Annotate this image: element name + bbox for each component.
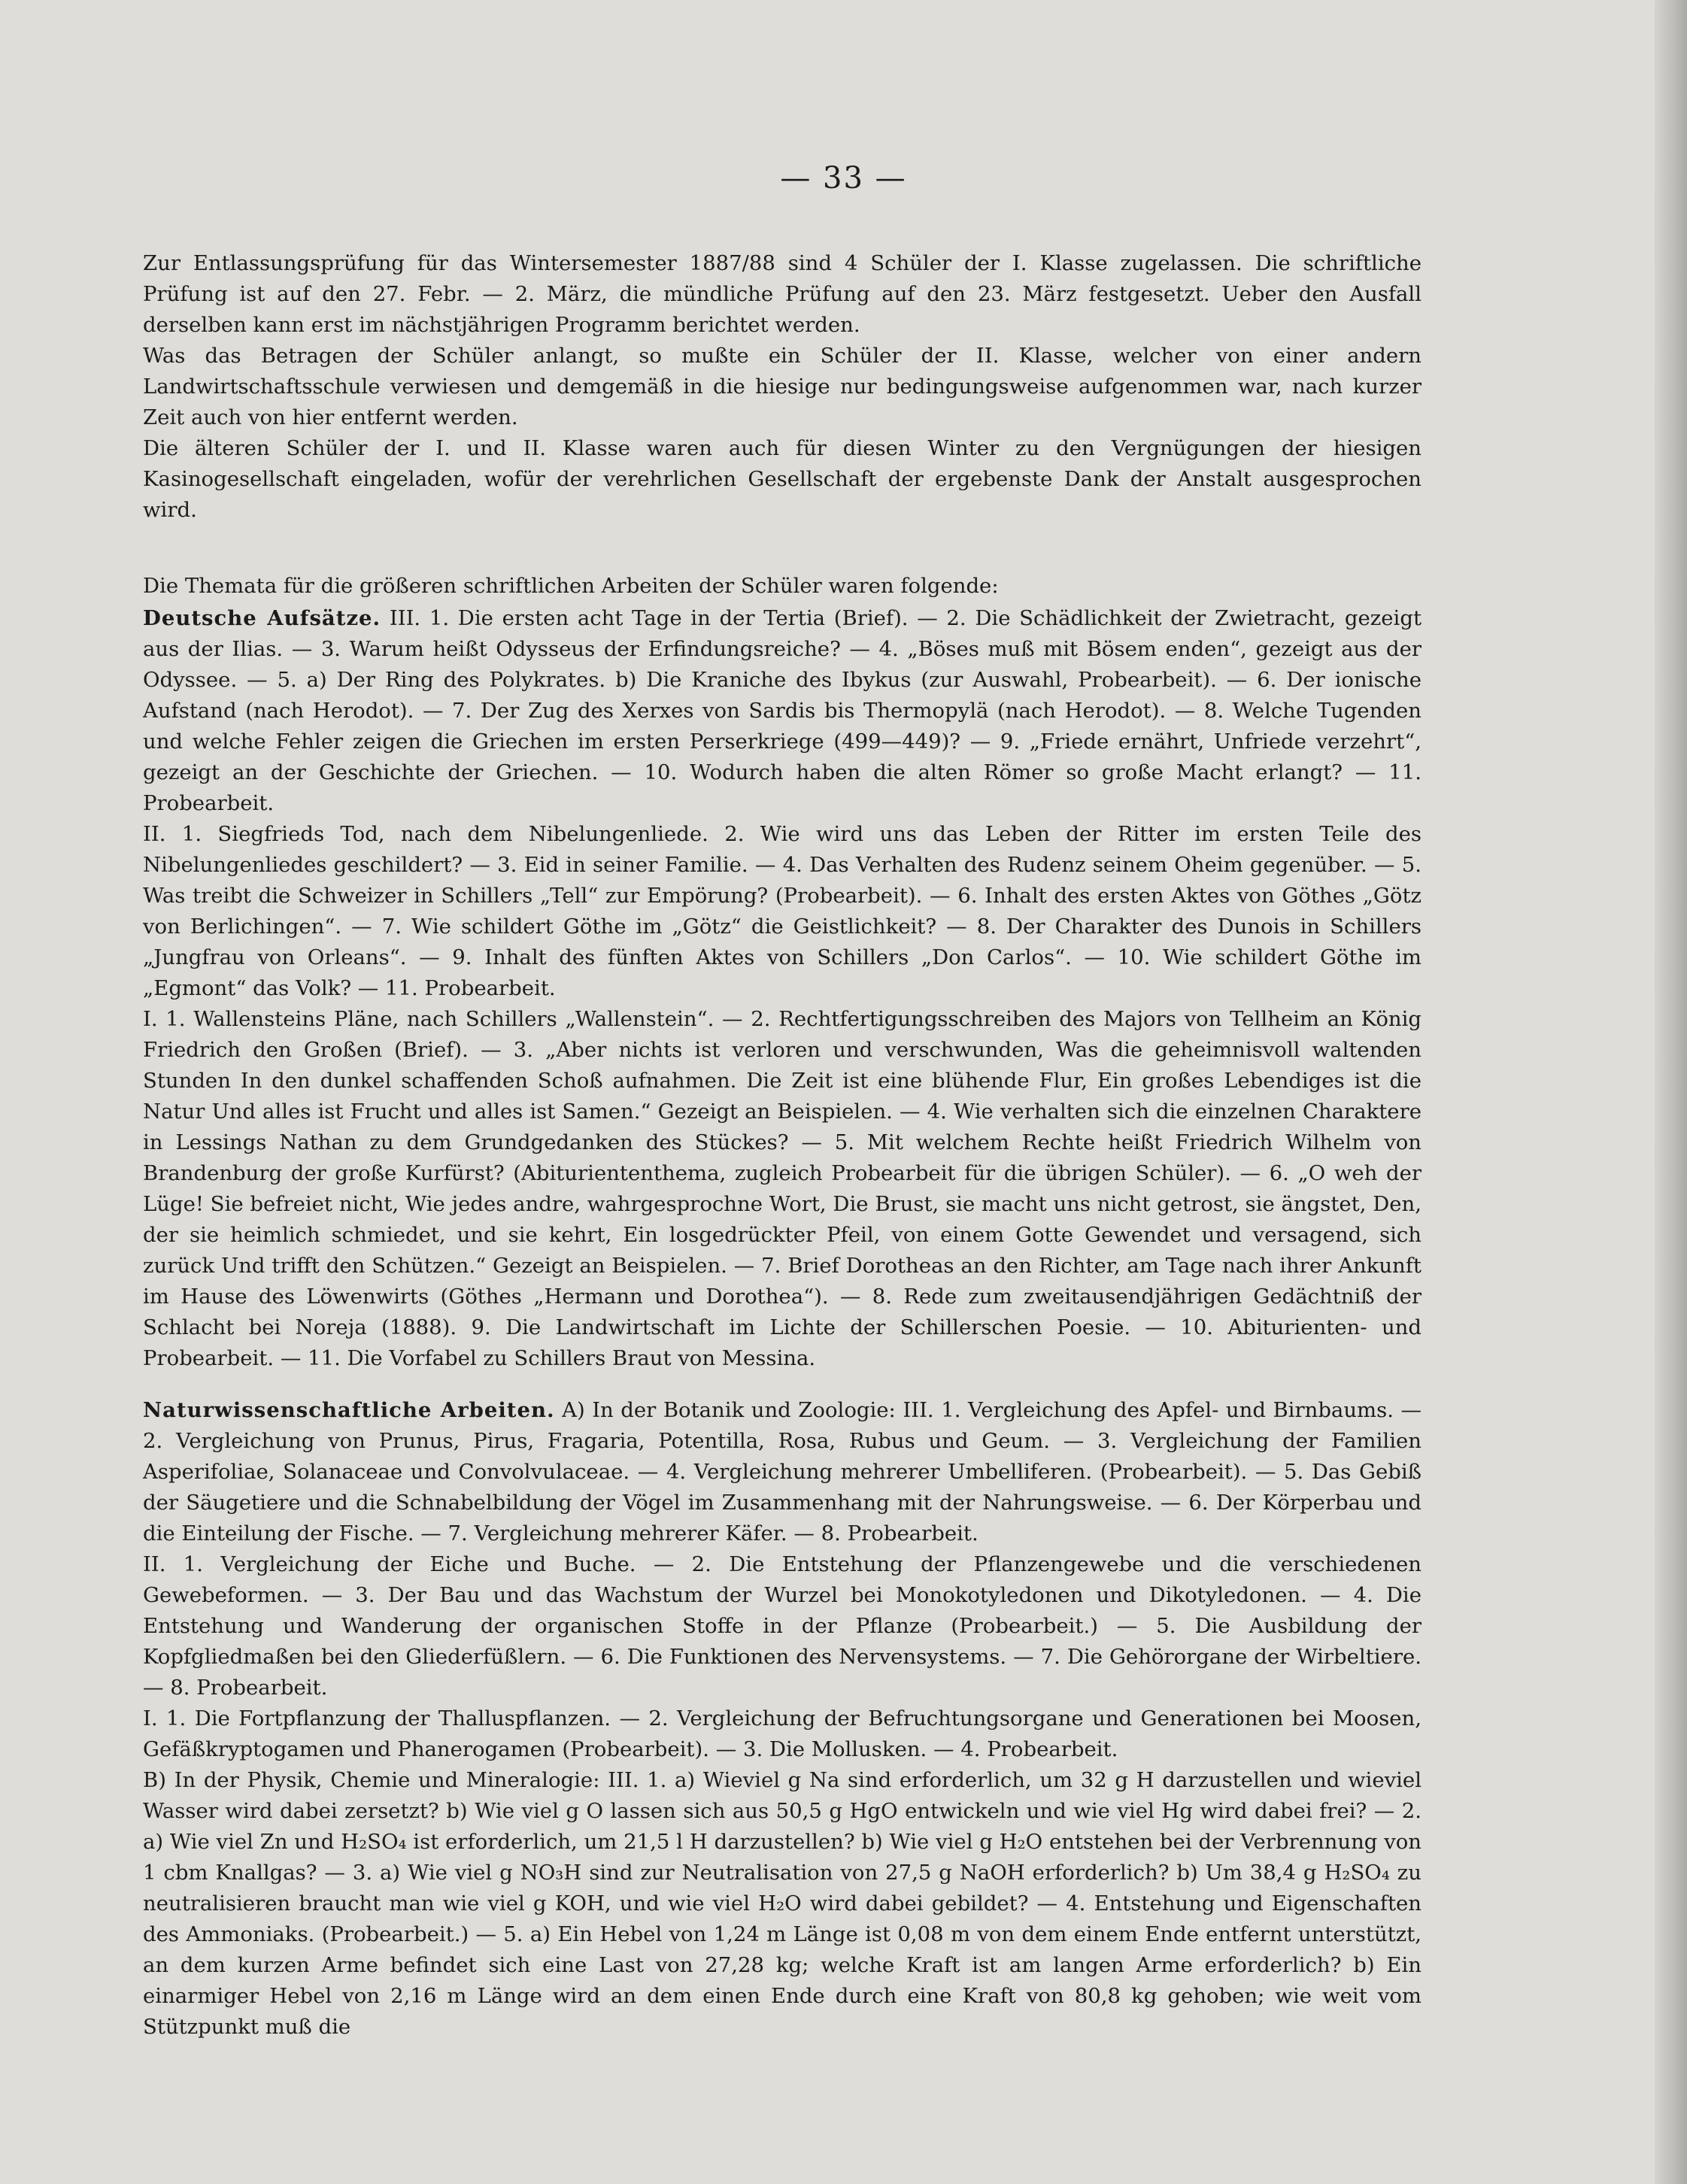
paragraph-entlassungspruefung: Zur Entlassungsprüfung für das Wintersemester 1887/88 sind 4 Schüler der I. Klasse zugelassen. Die schriftliche Prüfung ist auf den 27. Febr. — 2. März, die mündliche Prüfung auf den 23. März festgesetzt. Ueber den Ausfall derselben kann erst im nächstjährigen Programm berichtet werden. (143, 251, 1422, 337)
naturwissenschaft-heading: Naturwissenschaftliche Arbeiten. (143, 1398, 555, 1422)
deutsche-aufsaetze-iii (143, 603, 1422, 819)
naturwissenschaft-a-iii-text: A) In der Botanik und Zoologie: III. 1. Vergleichung des Apfel- und Birnbaums. — 2. Vergleichung von Prunus, Pirus, Fragaria, Potentilla, Rosa, Rubus und Geum. — 3. Vergleichung der Familien Asperifoliae, Solanaceae und Convolvulaceae. — 4. Vergleichung mehrerer Umbelliferen. (Probearbeit). — 5. Das Gebiß der Säugetiere und die Schnabelbildung der Vögel im Zusammenhang mit der Nahrungsweise. — 6. Der Körperbau und die Einteilung der Fische. — 7. Vergleichung mehrerer Käfer. — 8. Probearbeit. (143, 1398, 1422, 1545)
deutsche-aufsaetze-i: I. 1. Wallensteins Pläne, nach Schillers „Wallenstein“. — 2. Rechtfertigungsschreiben des Majors von Tellheim an König Friedrich den Großen (Brief). — 3. „Aber nichts ist verloren und verschwunden, Was die geheimnisvoll waltenden Stunden In den dunkel schaffenden Schoß aufnahmen. Die Zeit ist eine blühende Flur, Ein großes Lebendiges ist die Natur Und alles ist Frucht und alles ist Samen.“ Gezeigt an Beispielen. — 4. Wie verhalten sich die einzelnen Charaktere in Lessings Nathan zu dem Grundgedanken des Stückes? — 5. Mit welchem Rechte heißt Friedrich Wilhelm von Brandenburg der große Kurfürst? (Abituriententhema, zugleich Probearbeit für die übrigen Schüler). — 6. „O weh der Lüge! Sie befreiet nicht, Wie jedes andre, wahrgesprochne Wort, Die Brust, sie macht uns nicht getrost, sie ängstet, Den, der sie heimlich schmiedet, und sie kehrt, Ein losgedrückter Pfeil, von einem Gotte Gewendet und versagend, sich zurück Und trifft den Schützen.“ Gezeigt an Beispielen. — 7. Brief Dorotheas an den Richter, am Tage nach ihrer Ankunft im Hause des Löwenwirts (Göthes „Hermann und Dorothea“). — 8. Rede zum zweitausendjährigen Gedächtniß der Schlacht bei Noreja (1888). 9. Die Landwirtschaft im Lichte der Schillerschen Poesie. — 10. Abiturienten- und Probearbeit. — 11. Die Vorfabel zu Schillers Braut von Messina. (143, 1007, 1422, 1370)
naturwissenschaft-a-i: I. 1. Die Fortpflanzung der Thalluspflanzen. — 2. Vergleichung der Befruchtungsorgane und Generationen bei Moosen, Gefäßkryptogamen und Phanerogamen (Probearbeit). — 3. Die Mollusken. — 4. Probearbeit. (143, 1706, 1422, 1761)
paragraph-vergnuegungen: Die älteren Schüler der I. und II. Klasse waren auch für diesen Winter zu den Vergnügungen der hiesigen Kasinogesellschaft eingeladen, wofür der verehrlichen Gesellschaft der ergebenste Dank der Anstalt ausgesprochen wird. (143, 436, 1422, 522)
naturwissenschaft-b-iii: B) In der Physik, Chemie und Mineralogie: III. 1. a) Wieviel g Na sind erforderlich, um 32 g H darzustellen und wieviel Wasser wird dabei zersetzt? b) Wie viel g O lassen sich aus 50,5 g HgO entwickeln und wie viel Hg wird dabei frei? — 2. a) Wie viel Zn und H₂SO₄ ist erforderlich, um 21,5 l H darzustellen? b) Wie viel g H₂O entstehen bei der Verbrennung von 1 cbm Knallgas? — 3. a) Wie viel g NO₃H sind zur Neutralisation von 27,5 g NaOH erforderlich? b) Um 38,4 g H₂SO₄ zu neutralisieren braucht man wie viel g KOH, und wie viel H₂O wird dabei gebildet? — 4. Entstehung und Eigenschaften des Ammoniaks. (Probearbeit.) — 5. a) Ein Hebel von 1,24 m Länge ist 0,08 m von dem einem Ende entfernt unterstützt, an dem kurzen Arme befindet sich eine Last von 27,28 kg; welche Kraft ist am langen Arme erforderlich? b) Ein einarmiger Hebel von 2,16 m Länge wird an dem einen Ende durch eine Kraft von 80,8 kg gehoben; wie weit vom Stützpunkt muß die (143, 1768, 1422, 2039)
naturwissenschaft-a-iii (143, 1395, 1422, 1549)
paragraph-betragen: Was das Betragen der Schüler anlangt, so mußte ein Schüler der II. Klasse, welcher von einer andern Landwirtschaftsschule verwiesen und demgemäß in die hiesige nur bedingungsweise aufgenommen war, nach kurzer Zeit auch von hier entfernt werden. (143, 344, 1422, 429)
paragraph-themata-intro: Die Themata für die größeren schriftlichen Arbeiten der Schüler waren folgende: (143, 574, 999, 598)
page-body (143, 248, 1422, 2043)
deutsche-aufsaetze-iii-text: III. 1. Die ersten acht Tage in der Tertia (Brief). — 2. Die Schädlichkeit der Zwietracht, gezeigt aus der Ilias. — 3. Warum heißt Odysseus der Erfindungsreiche? — 4. „Böses muß mit Bösem enden“, gezeigt aus der Odyssee. — 5. a) Der Ring des Polykrates. b) Die Kraniche des Ibykus (zur Auswahl, Probearbeit). — 6. Der ionische Aufstand (nach Herodot). — 7. Der Zug des Xerxes von Sardis bis Thermopylä (nach Herodot). — 8. Welche Tugenden und welche Fehler zeigen die Griechen im ersten Perserkriege (499—449)? — 9. „Friede ernährt, Unfriede verzehrt“, gezeigt an der Geschichte der Griechen. — 10. Wodurch haben die alten Römer so große Macht erlangt? — 11. Probearbeit. (143, 606, 1422, 815)
deutsche-aufsaetze-heading: Deutsche Aufsätze. (143, 606, 381, 630)
page-number: — 33 — (780, 161, 907, 196)
naturwissenschaft-a-ii: II. 1. Vergleichung der Eiche und Buche. — 2. Die Entstehung der Pflanzengewebe und die verschiedenen Gewebeformen. — 3. Der Bau und das Wachstum der Wurzel bei Monokotyledonen und Dikotyledonen. — 4. Die Entstehung und Wanderung der organischen Stoffe in der Pflanze (Probearbeit.) — 5. Die Ausbildung der Kopfgliedmaßen bei den Gliederfüßlern. — 6. Die Funktionen des Nervensystems. — 7. Die Gehörorgane der Wirbeltiere. — 8. Probearbeit. (143, 1552, 1422, 1700)
deutsche-aufsaetze-ii: II. 1. Siegfrieds Tod, nach dem Nibelungenliede. 2. Wie wird uns das Leben der Ritter im ersten Teile des Nibelungenliedes geschildert? — 3. Eid in seiner Familie. — 4. Das Verhalten des Rudenz seinem Oheim gegenüber. — 5. Was treibt die Schweizer in Schillers „Tell“ zur Empörung? (Probearbeit). — 6. Inhalt des ersten Aktes von Göthes „Götz von Berlichingen“. — 7. Wie schildert Göthe im „Götz“ die Geistlichkeit? — 8. Der Charakter des Dunois in Schillers „Jungfrau von Orleans“. — 9. Inhalt des fünften Aktes von Schillers „Don Carlos“. — 10. Wie schildert Göthe im „Egmont“ das Volk? — 11. Probearbeit. (143, 822, 1422, 1000)
page-binding-edge (1655, 0, 1687, 2184)
